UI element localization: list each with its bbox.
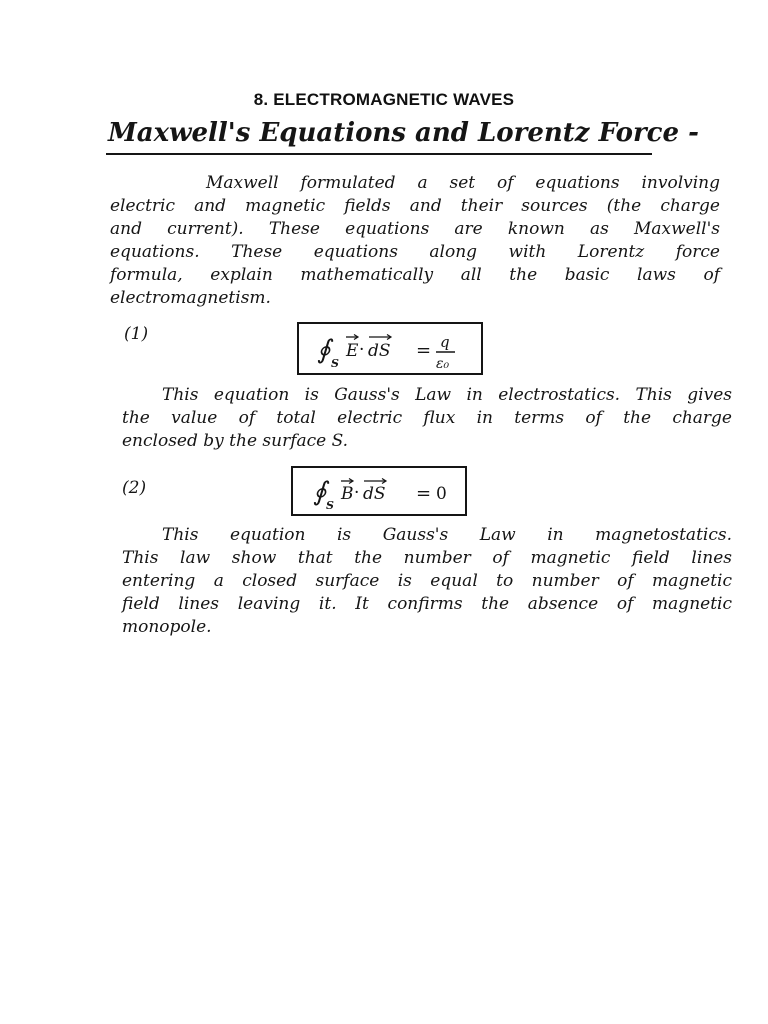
equals-sign: = bbox=[416, 483, 432, 504]
dot-operator: · bbox=[359, 340, 365, 360]
equation-1-formula bbox=[299, 324, 481, 373]
intro-line: equations. These equations along with Lorentz force bbox=[110, 242, 720, 262]
description-line: This law show that the number of magnetic field lines bbox=[122, 548, 732, 568]
description-line: entering a closed surface is equal to number of magnetic bbox=[122, 571, 732, 591]
area-element: dS bbox=[363, 484, 386, 504]
zero-value: 0 bbox=[436, 484, 447, 504]
intro-line: Maxwell formulated a set of equations involving bbox=[206, 173, 720, 193]
intro-line: and current). These equations are known as Maxwell's bbox=[110, 219, 720, 239]
equation-2-description bbox=[122, 524, 732, 639]
integral-sign: ∮ bbox=[313, 477, 327, 507]
chapter-heading: 8. ELECTROMAGNETIC WAVES bbox=[253, 90, 515, 109]
integral-subscript: S bbox=[331, 357, 339, 370]
area-element: dS bbox=[368, 341, 391, 361]
dot-operator: · bbox=[354, 483, 360, 503]
section-title: Maxwell's Equations and Lorentz Force - bbox=[108, 118, 699, 148]
description-line: monopole. bbox=[122, 617, 212, 637]
equals-sign: = bbox=[416, 340, 432, 361]
section-title-underline bbox=[106, 153, 652, 155]
intro-paragraph bbox=[110, 172, 720, 310]
description-line: enclosed by the surface S. bbox=[122, 431, 349, 451]
equation-1-box bbox=[297, 322, 483, 375]
description-line: the value of total electric flux in terms of the charge bbox=[122, 408, 732, 428]
permittivity-symbol: ε₀ bbox=[436, 356, 450, 372]
integral-sign: ∮ bbox=[317, 335, 331, 365]
equation-2-box bbox=[291, 466, 467, 516]
intro-line: electric and magnetic fields and their sources (the charge bbox=[110, 196, 720, 216]
equation-2-number: (2) bbox=[122, 478, 147, 498]
equation-1-description bbox=[122, 384, 732, 453]
intro-line: formula, explain mathematically all the basic laws of bbox=[110, 265, 720, 285]
description-line: This equation is Gauss's Law in electrostatics. This gives bbox=[162, 385, 732, 405]
field-symbol: E bbox=[346, 341, 359, 361]
integral-subscript: S bbox=[326, 499, 334, 512]
equation-1-number: (1) bbox=[124, 324, 149, 344]
field-symbol: B bbox=[341, 484, 354, 504]
charge-symbol: q bbox=[440, 333, 450, 351]
description-line: This equation is Gauss's Law in magnetostatics. bbox=[162, 525, 732, 545]
equation-2-formula bbox=[293, 468, 465, 514]
description-line: field lines leaving it. It confirms the absence of magnetic bbox=[122, 594, 732, 614]
intro-line: electromagnetism. bbox=[110, 288, 271, 308]
